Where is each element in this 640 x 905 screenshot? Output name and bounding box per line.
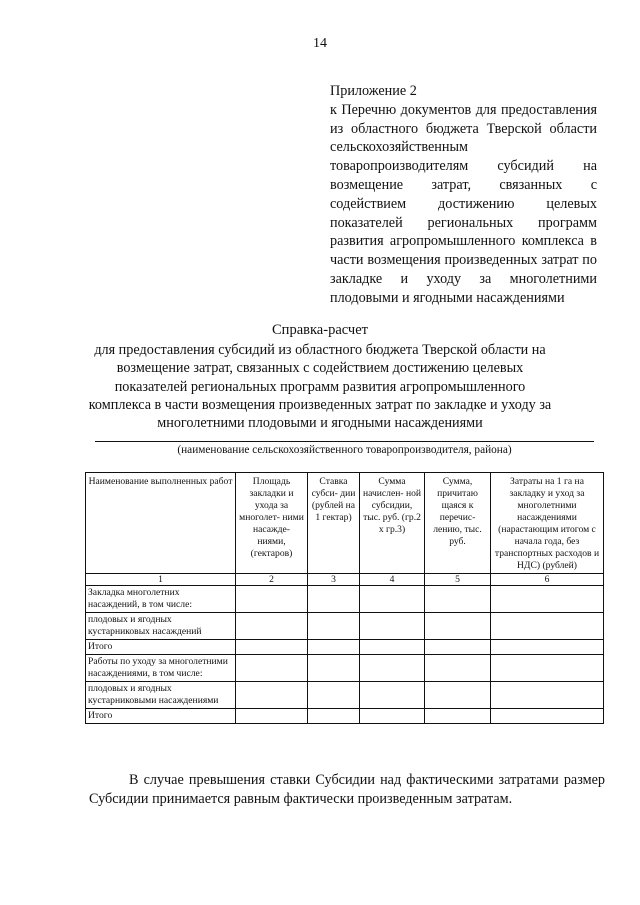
appendix-block [330,82,597,308]
table-row [86,655,604,682]
row-label: плодовых и ягодных кустарниковых насаждений [86,613,236,640]
table-cell [360,640,425,655]
table-cell [360,655,425,682]
page-number: 14 [313,36,327,51]
table-cell [236,586,308,613]
table-cell [491,640,604,655]
table-cell [236,613,308,640]
table-row [86,682,604,709]
table-row [86,709,604,724]
column-number-row [86,574,604,586]
row-label: плодовых и ягодных кустарниковыми насаждениями [86,682,236,709]
table-cell [491,682,604,709]
form-title: Справка-расчет [272,322,368,338]
table-cell [360,613,425,640]
calculation-table-wrap [85,472,603,724]
table-header-row [86,473,604,574]
column-header: Ставка субси- дии (рублей на 1 гектар) [308,473,360,574]
column-number: 3 [308,574,360,586]
column-header: Сумма, причитаю щаяся к перечис- лению, тыс. руб. [425,473,491,574]
column-number: 2 [236,574,308,586]
calculation-table [85,472,604,724]
table-cell [425,655,491,682]
row-label: Работы по уходу за многолетними насаждениями, в том числе: [86,655,236,682]
organization-name-line [95,441,594,442]
appendix-body: к Перечню документов для предоставления из областного бюджета Тверской области сельскохозяйственным товаропроизводителям субсидий на возмещение затрат, связанных с содействием достижению целевых показателей региональных программ развития агропромышленного комплекса в части возмещения произведенных затрат по закладке и уходу за многолетними плодовыми и ягодными насаждениями [330,101,597,306]
table-cell [236,682,308,709]
table-cell [308,640,360,655]
appendix-title: Приложение 2 [330,83,417,99]
column-header: Наименование выполненных работ [86,473,236,574]
table-cell [360,682,425,709]
column-header: Площадь закладки и ухода за многолет- ними насажде- ниями, (гектаров) [236,473,308,574]
table-cell [491,586,604,613]
table-cell [360,709,425,724]
column-number: 6 [491,574,604,586]
column-number: 1 [86,574,236,586]
table-cell [425,640,491,655]
table-row [86,586,604,613]
table-cell [491,613,604,640]
table-cell [236,655,308,682]
table-cell [491,655,604,682]
table-cell [491,709,604,724]
table-cell [425,682,491,709]
table-cell [236,640,308,655]
column-number: 5 [425,574,491,586]
row-label: Итого [86,640,236,655]
table-cell [425,613,491,640]
table-row [86,640,604,655]
table-row [86,613,604,640]
organization-caption: (наименование сельскохозяйственного товаропроизводителя, района) [177,444,512,456]
table-cell [425,586,491,613]
row-label: Итого [86,709,236,724]
column-number: 4 [360,574,425,586]
table-cell [425,709,491,724]
table-cell [308,655,360,682]
table-cell [308,682,360,709]
row-label: Закладка многолетних насаждений, в том числе: [86,586,236,613]
table-cell [360,586,425,613]
table-cell [236,709,308,724]
closing-paragraph: В случае превышения ставки Субсидии над фактическими затратами размер Субсидии принимается равным фактически произведенным затратам. [89,772,605,807]
table-cell [308,586,360,613]
table-cell [308,613,360,640]
column-header: Сумма начислен- ной субсидии, тыс. руб. (гр.2 х гр.3) [360,473,425,574]
table-cell [308,709,360,724]
form-subtitle: для предоставления субсидий из областного бюджета Тверской области на возмещение затрат, связанных с содействием достижению целевых показателей региональных программ развития агропромышленного комплекса в части возмещения произведенных затрат по закладке и уходу за многолетними плодовыми и ягодными насаждениями [88,342,552,432]
column-header: Затраты на 1 га на закладку и уход за многолетними насаждениями (нарастающим итогом с начала года, без транспортных расходов и НДС) (рублей) [491,473,604,574]
